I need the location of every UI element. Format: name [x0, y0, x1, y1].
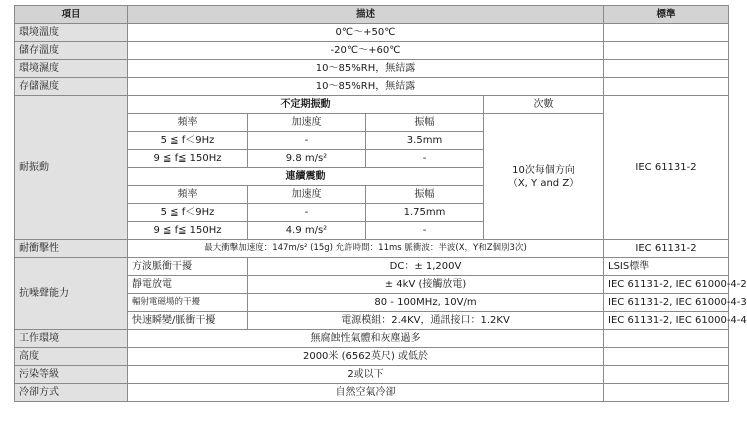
irregular-col-amp: 振幅: [366, 114, 484, 132]
irregular-accel-1: -: [248, 132, 366, 150]
noise-item-standard-3: IEC 61131-2, IEC 61000-4-3: [604, 294, 729, 312]
irregular-amp-1: 3.5mm: [366, 132, 484, 150]
irregular-col-accel: 加速度: [248, 114, 366, 132]
header-row: [15, 6, 729, 24]
irregular-freq-2: 9 ≦ f≦ 150Hz: [128, 150, 248, 168]
storage-humidity-standard: [604, 78, 729, 96]
noise-item-name-1: 方波脈衝干擾: [128, 258, 248, 276]
row-env-humidity: [15, 60, 729, 78]
vibration-count-cell: [484, 114, 604, 240]
row-noise-1: [15, 258, 729, 276]
vibration-irregular-title-row: [15, 96, 729, 114]
continuous-accel-1: -: [248, 204, 366, 222]
env-humidity-label: 環境濕度: [15, 60, 128, 78]
header-description: 描述: [128, 6, 604, 24]
env-temp-label: 環境溫度: [15, 24, 128, 42]
vibration-count-header: 次數: [484, 96, 604, 114]
row-storage-humidity: [15, 78, 729, 96]
continuous-amp-1: 1.75mm: [366, 204, 484, 222]
altitude-value: 2000米 (6562英尺) 或低於: [128, 348, 604, 366]
pollution-standard: [604, 366, 729, 384]
specification-table: [14, 5, 747, 402]
shock-value: 最大衝擊加速度：147m/s² (15g) 允許時間：11ms 脈衝波：半波(X，Y和Z個別3次): [128, 240, 604, 258]
vibration-irregular-title: 不定期振動: [128, 96, 484, 114]
row-altitude: [15, 348, 729, 366]
noise-item-name-3: 輻射電磁場的干擾: [128, 294, 248, 312]
irregular-col-freq: 頻率: [128, 114, 248, 132]
continuous-amp-2: -: [366, 222, 484, 240]
noise-item-value-3: 80 - 100MHz, 10V/m: [248, 294, 604, 312]
continuous-col-amp: 振幅: [366, 186, 484, 204]
noise-item-value-1: DC：± 1,200V: [248, 258, 604, 276]
noise-item-standard-1: LSIS標準: [604, 258, 729, 276]
noise-item-standard-2: IEC 61131-2, IEC 61000-4-2: [604, 276, 729, 294]
env-temp-value: 0℃～+50℃: [128, 24, 604, 42]
continuous-col-accel: 加速度: [248, 186, 366, 204]
continuous-freq-2: 9 ≦ f≦ 150Hz: [128, 222, 248, 240]
storage-temp-label: 儲存溫度: [15, 42, 128, 60]
work-env-value: 無腐蝕性氣體和灰塵過多: [128, 330, 604, 348]
noise-item-standard-4: IEC 61131-2, IEC 61000-4-4: [604, 312, 729, 330]
row-shock: [15, 240, 729, 258]
continuous-col-freq: 頻率: [128, 186, 248, 204]
altitude-standard: [604, 348, 729, 366]
shock-standard: IEC 61131-2: [604, 240, 729, 258]
row-storage-temp: [15, 42, 729, 60]
continuous-freq-1: 5 ≦ f＜9Hz: [128, 204, 248, 222]
pollution-value: 2或以下: [128, 366, 604, 384]
storage-humidity-label: 存儲濕度: [15, 78, 128, 96]
env-humidity-value: 10～85%RH，無結露: [128, 60, 604, 78]
row-pollution: [15, 366, 729, 384]
noise-item-name-4: 快速瞬變/脈衝干擾: [128, 312, 248, 330]
row-env-temp: [15, 24, 729, 42]
shock-label: 耐衝擊性: [15, 240, 128, 258]
continuous-accel-2: 4.9 m/s²: [248, 222, 366, 240]
cooling-standard: [604, 384, 729, 402]
header-item: 項目: [15, 6, 128, 24]
storage-temp-standard: [604, 42, 729, 60]
noise-item-value-2: ± 4kV (接觸放電): [248, 276, 604, 294]
env-temp-standard: [604, 24, 729, 42]
work-env-label: 工作環境: [15, 330, 128, 348]
header-standard: 標準: [604, 6, 729, 24]
cooling-label: 冷卻方式: [15, 384, 128, 402]
vibration-count-line2: （X, Y and Z）: [507, 177, 580, 189]
noise-item-value-4: 電源模組：2.4KV，通訊接口：1.2KV: [248, 312, 604, 330]
vibration-standard: IEC 61131-2: [604, 96, 729, 240]
storage-temp-value: -20℃～+60℃: [128, 42, 604, 60]
cooling-value: 自然空氣冷卻: [128, 384, 604, 402]
irregular-freq-1: 5 ≦ f＜9Hz: [128, 132, 248, 150]
row-work-env: [15, 330, 729, 348]
vibration-continuous-title: 連續震動: [128, 168, 484, 186]
irregular-amp-2: -: [366, 150, 484, 168]
storage-humidity-value: 10～85%RH，無結露: [128, 78, 604, 96]
work-env-standard: [604, 330, 729, 348]
altitude-label: 高度: [15, 348, 128, 366]
vibration-count-line1: 10次每個方向: [512, 164, 575, 176]
irregular-accel-2: 9.8 m/s²: [248, 150, 366, 168]
pollution-label: 污染等級: [15, 366, 128, 384]
env-humidity-standard: [604, 60, 729, 78]
noise-label: 抗噪聲能力: [15, 258, 128, 330]
vibration-label: 耐振動: [15, 96, 128, 240]
noise-item-name-2: 靜電放電: [128, 276, 248, 294]
row-cooling: [15, 384, 729, 402]
